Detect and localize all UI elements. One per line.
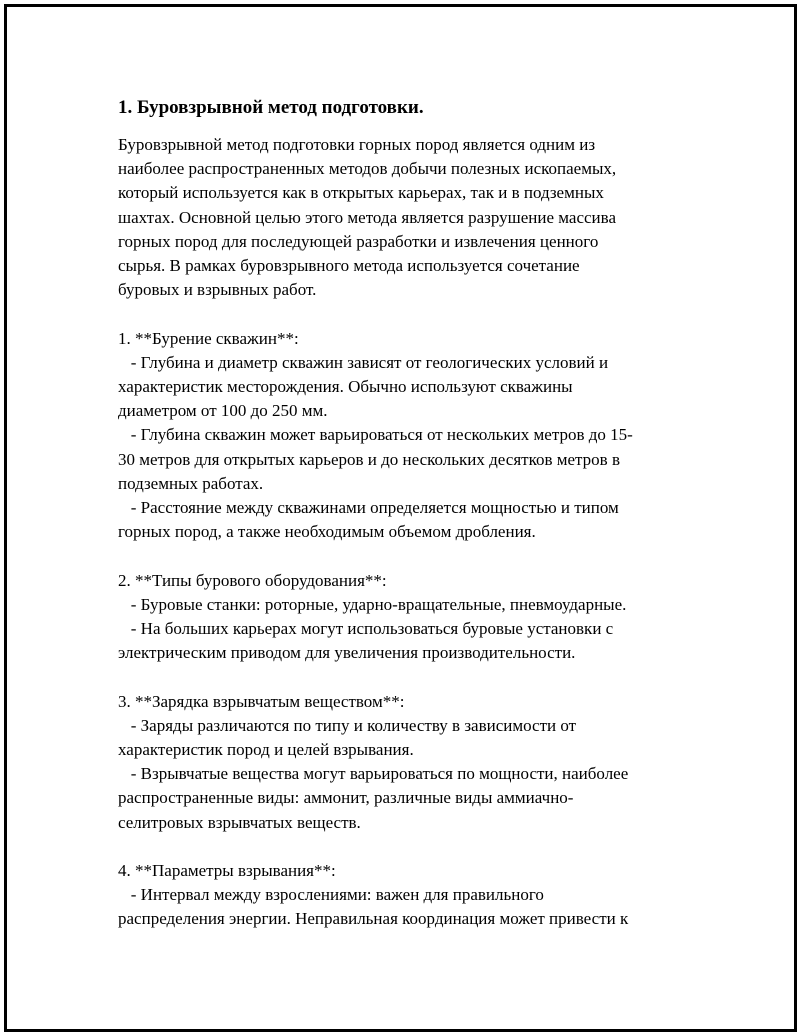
text-line: характеристик пород и целей взрывания.: [118, 740, 414, 760]
text-line: горных пород, а также необходимым объемом дробления.: [118, 522, 536, 542]
text-line: - На больших карьерах могут использоваться буровые установки с: [118, 619, 614, 639]
document-page: [118, 96, 693, 932]
text-line: Буровзрывной метод подготовки горных пород является одним из: [118, 135, 596, 154]
text-line: 30 метров для открытых карьеров и до нескольких десятков метров в: [118, 449, 620, 469]
text-line: буровых и взрывных работ.: [118, 280, 317, 300]
text-line: сырья. В рамках буровзрывного метода используется сочетание: [118, 256, 580, 276]
text-line: - Заряды различаются по типу и количеству в зависимости от: [118, 715, 577, 735]
section-heading: 2. **Типы бурового оборудования**:: [118, 570, 387, 590]
text-line: селитровых взрывчатых веществ.: [118, 812, 361, 832]
text-line: наиболее распространенных методов добычи полезных ископаемых,: [118, 159, 617, 179]
section-drilling: [118, 327, 693, 545]
text-line: - Глубина скважин может варьироваться от нескольких метров до 15-: [118, 425, 633, 445]
text-line: распределения энергии. Неправильная координация может привести к: [118, 909, 629, 929]
section-charging: [118, 690, 693, 835]
text-line: электрическим приводом для увеличения производительности.: [118, 643, 576, 663]
section-heading: 1. **Бурение скважин**:: [118, 328, 299, 348]
text-line: горных пород для последующей разработки и извлечения ценного: [118, 231, 599, 251]
text-line: который используется как в открытых карьерах, так и в подземных: [118, 183, 604, 203]
section-blasting-parameters: [118, 859, 693, 932]
text-line: распространенные виды: аммонит, различные виды аммиачно-: [118, 788, 574, 808]
text-line: - Буровые станки: роторные, ударно-вращательные, пневмоударные.: [118, 594, 627, 614]
section-heading: 4. **Параметры взрывания**:: [118, 861, 336, 881]
text-line: диаметром от 100 до 250 мм.: [118, 401, 328, 421]
section-equipment: [118, 569, 693, 666]
intro-paragraph: [118, 133, 693, 302]
text-line: - Расстояние между скважинами определяется мощностью и типом: [118, 498, 619, 518]
document-title: 1. Буровзрывной метод подготовки.: [118, 97, 424, 118]
text-line: подземных работах.: [118, 473, 264, 493]
text-line: характеристик месторождения. Обычно используют скважины: [118, 377, 573, 397]
text-line: - Интервал между взрослениями: важен для правильного: [118, 885, 544, 905]
text-line: - Взрывчатые вещества могут варьироваться по мощности, наиболее: [118, 764, 629, 784]
text-line: шахтах. Основной целью этого метода является разрушение массива: [118, 207, 616, 227]
section-heading: 3. **Зарядка взрывчатым веществом**:: [118, 691, 405, 711]
text-line: - Глубина и диаметр скважин зависят от геологических условий и: [118, 352, 609, 372]
